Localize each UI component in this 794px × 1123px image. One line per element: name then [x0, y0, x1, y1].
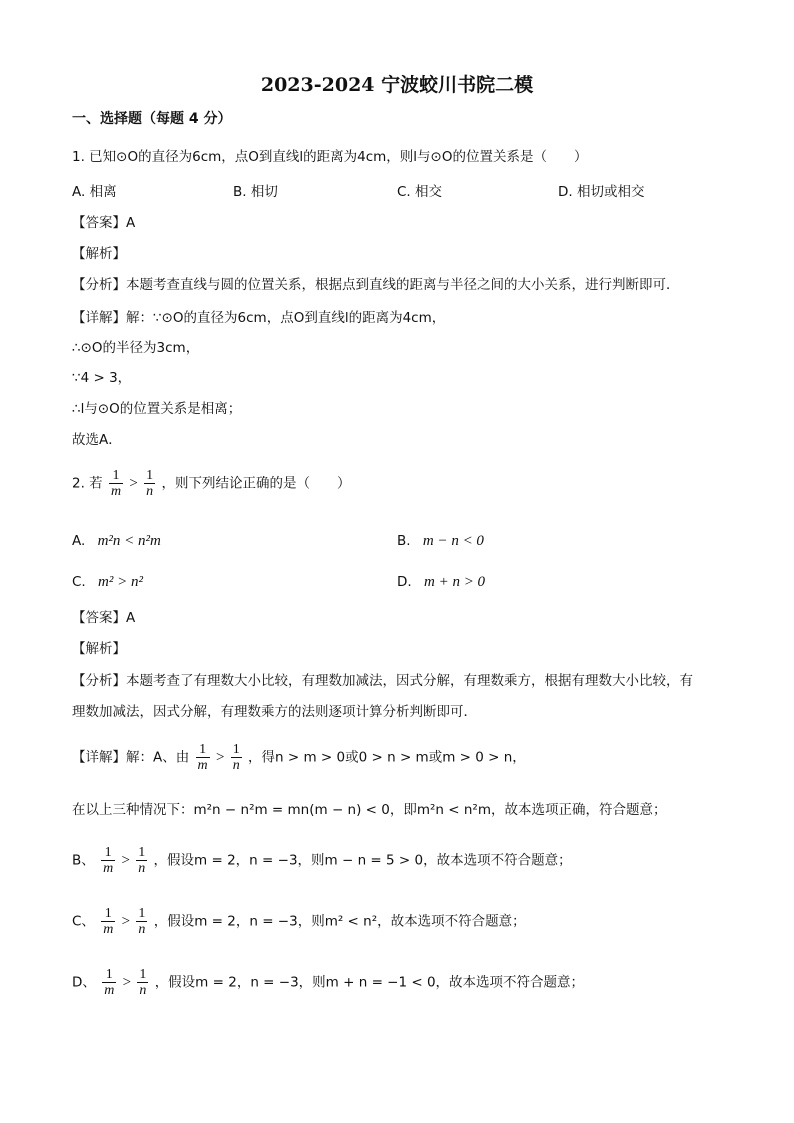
greater-than-sign: >: [121, 913, 131, 930]
q2-stem: [72, 468, 350, 499]
q1-option-d: D. 相切或相交: [558, 184, 645, 200]
page-title: 2023-2024 宁波蛟川书院二模: [260, 74, 534, 96]
q1-option-a: A. 相离: [72, 184, 117, 200]
q2-option-a-label: A.: [72, 533, 86, 549]
q1-detail-4: ∴l与⊙O的位置关系是相离；: [72, 401, 242, 417]
greater-than-sign: >: [121, 852, 130, 869]
q2-case-line: 在以上三种情况下：m²n − n²m = mn(m − n) < 0，即m²n < n²m，故本选项正确，符合题意；: [72, 802, 667, 818]
q2-stem-prefix: 2. 若: [72, 475, 103, 492]
q2-detail-c-suffix: ，假设m = 2，n = −3，则m² < n²，故本选项不符合题意；: [153, 913, 526, 930]
fraction-1-over-m: $\frac{1}{m}$: [103, 906, 114, 937]
fraction-1-over-n: $\frac{1}{n}$: [232, 742, 240, 773]
q2-option-b-math: m − n < 0: [422, 533, 484, 549]
q1-option-c: C. 相交: [397, 184, 443, 200]
q2-analysis-line-1: 【分析】本题考查了有理数大小比较，有理数加减法，因式分解，有理数乘方，根据有理数大小比较，有: [72, 673, 693, 689]
fraction-1-over-n: $\frac{1}{n}$: [138, 845, 146, 876]
q2-detail-c: [72, 906, 526, 937]
greater-than-sign: >: [129, 475, 138, 492]
q2-stem-suffix: ，则下列结论正确的是（ ）: [161, 475, 351, 492]
fraction-1-over-n: $\frac{1}{n}$: [146, 468, 154, 499]
q2-option-d: [397, 573, 485, 591]
q2-analysis-line-2: 理数加减法，因式分解，有理数乘方的法则逐项计算分析判断即可．: [72, 704, 477, 720]
q1-analysis: 【分析】本题考查直线与圆的位置关系，根据点到直线的距离与半径之间的大小关系，进行判断即可．: [72, 277, 680, 293]
q2-detail-c-prefix: C、: [72, 913, 95, 930]
fraction-1-over-n: $\frac{1}{n}$: [138, 906, 146, 937]
q2-analysis-label: 【解析】: [72, 641, 126, 657]
fraction-1-over-m: $\frac{1}{m}$: [104, 967, 115, 998]
fraction-1-over-m: $\frac{1}{m}$: [103, 845, 114, 876]
q2-detail-d-suffix: ，假设m = 2，n = −3，则m + n = −1 < 0，故本选项不符合题意；: [154, 974, 585, 991]
q2-option-a-math: m²n < n²m: [97, 533, 161, 549]
q2-option-a: [72, 532, 161, 550]
q1-detail-2: ∴⊙O的半径为3cm，: [72, 340, 200, 356]
q1-detail-1: 【详解】解：∵⊙O的直径为6cm，点O到直线l的距离为4cm，: [72, 310, 446, 326]
fraction-1-over-m: $\frac{1}{m}$: [110, 468, 122, 499]
q1-option-b: B. 相切: [233, 184, 278, 200]
q2-detail-b-prefix: B、: [72, 852, 95, 869]
greater-than-sign: >: [122, 974, 132, 991]
section-heading: 一、选择题（每题 4 分）: [72, 111, 232, 127]
q2-detail-a: [72, 742, 526, 773]
q2-option-d-label: D.: [397, 574, 412, 590]
q2-option-c: [72, 573, 143, 591]
q1-answer: 【答案】A: [72, 215, 136, 231]
q2-detail-b-suffix: ，假设m = 2，n = −3，则m − n = 5 > 0，故本选项不符合题意；: [153, 852, 572, 869]
q1-analysis-label: 【解析】: [72, 246, 126, 262]
q2-option-b-label: B.: [397, 533, 411, 549]
q1-detail-5: 故选A．: [72, 432, 122, 448]
q2-detail-d-prefix: D、: [72, 974, 96, 991]
q2-option-c-label: C.: [72, 574, 86, 590]
q2-detail-a-prefix: 【详解】解：A、由: [72, 749, 190, 766]
q2-answer: 【答案】A: [72, 610, 136, 626]
fraction-1-over-m: $\frac{1}{m}$: [197, 742, 208, 773]
greater-than-sign: >: [215, 749, 225, 766]
q2-option-b: [397, 532, 484, 550]
fraction-1-over-n: $\frac{1}{n}$: [139, 967, 147, 998]
q1-detail-3: ∵4 > 3，: [72, 370, 132, 386]
q1-stem: 1. 已知⊙O的直径为6cm，点O到直线l的距离为4cm，则l与⊙O的位置关系是（ ）: [72, 149, 588, 165]
q2-option-d-math: m + n > 0: [423, 574, 486, 590]
q2-detail-b: [72, 845, 572, 876]
q2-detail-d: [72, 967, 584, 998]
q2-option-c-math: m² > n²: [98, 574, 143, 590]
q2-detail-a-suffix: ，得n > m > 0或0 > n > m或m > 0 > n，: [248, 749, 526, 766]
